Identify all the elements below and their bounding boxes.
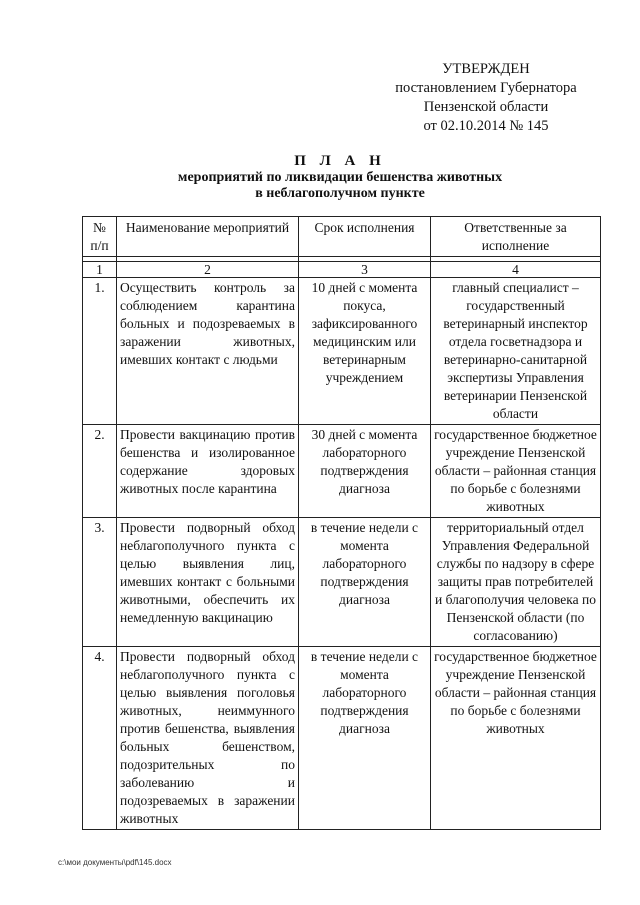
row-responsible: государственное бюджетное учреждение Пензенской области – районная станция по борьбе с болезнями животных <box>431 425 601 518</box>
table-row <box>83 425 601 518</box>
row-responsible: главный специалист – государственный ветеринарный инспектор отдела госветнадзора и ветеринарно-санитарной экспертизы Управления ветеринарии Пензенской области <box>431 278 601 425</box>
header-num: № п/п <box>83 217 117 257</box>
table-row <box>83 647 601 830</box>
approval-line-1: УТВЕРЖДЕН <box>442 61 530 77</box>
header-resp: Ответственные за исполнение <box>431 217 601 257</box>
approval-line-2: постановлением Губернатора <box>395 80 577 96</box>
row-measure: Провести вакцинацию против бешенства и изолированное содержание здоровых животных после карантина <box>117 425 299 518</box>
plan-table <box>82 216 601 830</box>
row-responsible: территориальный отдел Управления Федеральной службы по надзору в сфере защиты прав потребителей и благополучия человека по Пензенской области (по согласованию) <box>431 518 601 647</box>
row-measure: Провести подворный обход неблагополучного пункта с целью выявления поголовья животных, неиммунного против бешенства, выявления больных бешенством, подозрительных по заболеванию и подозреваемых в заражении животных <box>117 647 299 830</box>
approval-line-3: Пензенской области <box>423 99 549 115</box>
file-path-footer: c:\мои документы\pdf\145.docx <box>58 858 172 867</box>
col-number: 3 <box>299 262 431 278</box>
title-main: П Л А Н <box>294 153 386 169</box>
header-row <box>83 217 601 257</box>
row-term: в течение недели с момента лабораторного подтверждения диагноза <box>299 518 431 647</box>
col-number: 2 <box>117 262 299 278</box>
col-number: 1 <box>83 262 117 278</box>
row-responsible: государственное бюджетное учреждение Пензенской области – районная станция по борьбе с болезнями животных <box>431 647 601 830</box>
row-number: 1. <box>83 278 117 425</box>
title-line-3: в неблагополучном пункте <box>255 186 425 201</box>
header-term: Срок исполнения <box>299 217 431 257</box>
column-number-row <box>83 262 601 278</box>
header-name: Наименование мероприятий <box>117 217 299 257</box>
row-term: 30 дней с момента лабораторного подтверждения диагноза <box>299 425 431 518</box>
row-number: 2. <box>83 425 117 518</box>
approval-stamp <box>380 60 592 136</box>
row-measure: Провести подворный обход неблагополучного пункта с целью выявления лиц, имевших контакт с больными животными, обеспечить их немедленную вакцинацию <box>117 518 299 647</box>
row-number: 4. <box>83 647 117 830</box>
title-line-2: мероприятий по ликвидации бешенства животных <box>177 170 503 185</box>
document-title <box>60 152 620 202</box>
row-measure: Осуществить контроль за соблюдением карантина больных и подозреваемых в заражении животных, имевших контакт с людьми <box>117 278 299 425</box>
row-number: 3. <box>83 518 117 647</box>
table-row <box>83 518 601 647</box>
col-number: 4 <box>431 262 601 278</box>
approval-line-4: от 02.10.2014 № 145 <box>423 118 549 134</box>
table-row <box>83 278 601 425</box>
row-term: 10 дней с момента покуса, зафиксированного медицинским или ветеринарным учреждением <box>299 278 431 425</box>
row-term: в течение недели с момента лабораторного подтверждения диагноза <box>299 647 431 830</box>
